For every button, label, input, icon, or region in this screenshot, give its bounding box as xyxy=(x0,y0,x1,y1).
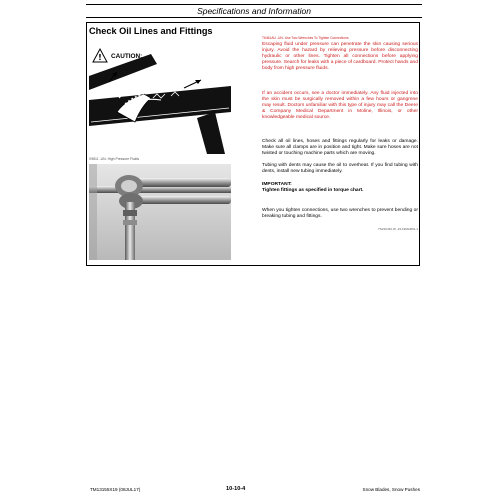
caution-label: CAUTION: xyxy=(111,53,143,60)
footer-page-number: 10-10-4 xyxy=(226,486,246,492)
footer-left: TM13155X19 (08JUL17) xyxy=(90,487,141,492)
caution-triangle-icon xyxy=(93,49,107,62)
header-rule-top xyxy=(86,4,422,5)
header-rule-bottom xyxy=(86,17,422,18)
figure-bottom-caption: T6461AU -UN- Use Two Wrenches To Tighten Connections xyxy=(262,36,349,40)
wrench-photo xyxy=(89,164,231,260)
figure-top-caption: X9811 -UN- High Pressure Fluids xyxy=(89,157,140,161)
important-label: IMPORTANT: xyxy=(262,182,292,187)
footer-right: Snow Blades, Snow Pushes xyxy=(362,487,420,492)
high-pressure-fluid-illustration xyxy=(89,42,231,154)
warning-paragraph-2: If an accident occurs, see a doctor immediately. Any fluid injected into the skin must be surgically removed within a few hours or gangrene may result. Doctors unfamiliar with this type of injury may call the Deere & Company Medical Department in Moline, Illinois, or other knowledgeable medical source. xyxy=(262,91,418,121)
important-text: Tighten fittings as specified in torque chart. xyxy=(262,188,364,193)
body-paragraph-tubing-dents: Tubing with dents may cause the oil to overheat. If you find tubing with dents, install new tubing immediately. xyxy=(262,163,418,175)
svg-text:!: ! xyxy=(98,53,102,62)
header-title: Specifications and Information xyxy=(197,6,311,16)
reference-code: TS219,MA,W -19-19MAR01-1 xyxy=(377,227,418,231)
body-paragraph-check-lines: Check all oil lines, hoses and fittings regularly for leaks or damage. Make sure all clamps are in position and tight. Make sure hoses are not twisted or touching machine parts which are moving. xyxy=(262,139,418,157)
section-title: Check Oil Lines and Fittings xyxy=(89,26,213,36)
warning-paragraph-1: Escaping fluid under pressure can penetrate the skin causing serious injury. Avoid the hazard by relieving pressure before disconnecting hydraulic or other lines. Tighten all connections before applying pressure. Search for leaks with a piece of cardboard. Protect hands and body from high pressure fluids. xyxy=(262,42,418,72)
two-wrenches-image xyxy=(89,164,231,260)
body-paragraph-two-wrenches: When you tighten connections, use two wrenches to prevent bending or breaking tubing and fittings. xyxy=(262,208,418,220)
